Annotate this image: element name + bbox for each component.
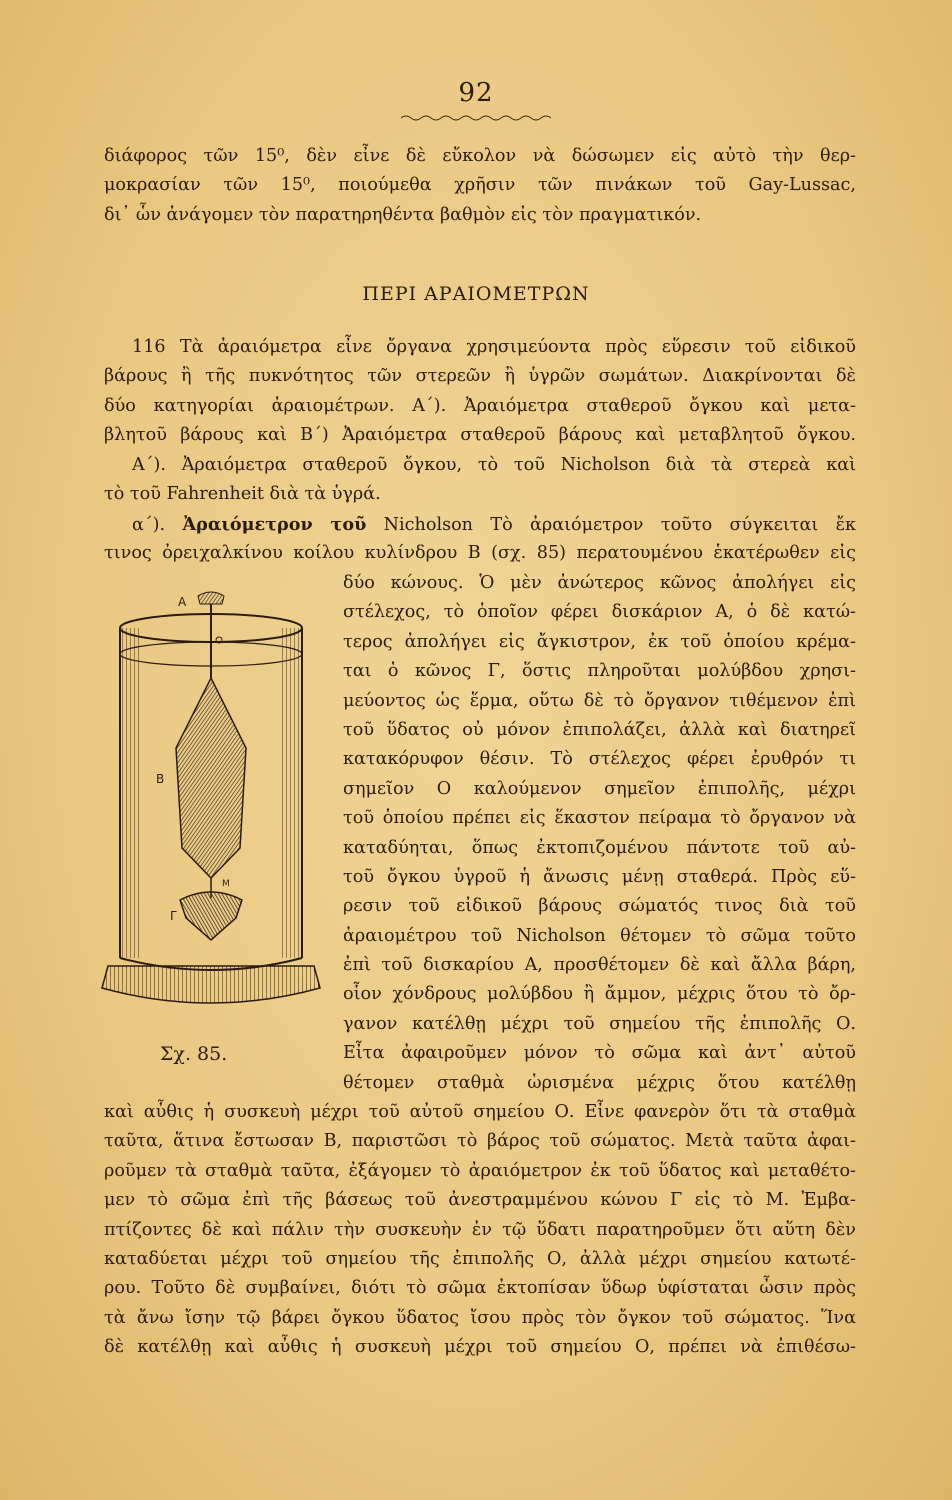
- text-line: 116 Τὰ ἀραιόμετρα εἶνε ὄργανα χρησιμεύοντα πρὸς εὕρεσιν τοῦ εἰδικοῦ: [132, 337, 856, 357]
- text-line: τερος ἀπολήγει εἰς ἄγκιστρον, ἐκ τοῦ ὁποίου κρέμα-: [343, 631, 856, 652]
- text-line: [104, 510, 856, 539]
- text-line: οἷον χόνδρους μολύβδου ἢ ἄμμον, μέχρις ὅτου τὸ ὄρ-: [343, 984, 856, 1005]
- text-line: μεύοντος ὡς ἕρμα, οὕτω δὲ τὸ ὄργανον τιθέμενον ἐπὶ: [343, 690, 856, 711]
- text-line: ἀραιομέτρου τοῦ Nicholson θέτομεν τὸ σῶμα τοῦτο: [343, 925, 856, 946]
- paragraph-alpha: [104, 510, 856, 569]
- text-line: ρου. Τοῦτο δὲ συμβαίνει, διότι τὸ σῶμα ἐκτοπίσαν ὕδωρ ὑφίσταται ὦσιν πρὸς: [104, 1278, 856, 1299]
- text-line: διάφορος τῶν 15⁰, δὲν εἶνε δὲ εὔκολον νὰ δώσωμεν εἰς αὐτὸ τὴν θερ-: [104, 146, 856, 166]
- figure-label-g: Γ: [170, 909, 177, 923]
- hydrometer-apparatus: [176, 592, 246, 940]
- intro-paragraph: [104, 142, 856, 230]
- text-line: μεν τὸ σῶμα ἐπὶ τῆς βάσεως τοῦ ἀνεστραμμένου κώνου Γ εἰς τὸ Μ. Ἐμβα-: [104, 1190, 856, 1211]
- text-line: Εἶτα ἀφαιροῦμεν μόνον τὸ σῶμα καὶ ἀντ᾿ αὐτοῦ: [343, 1043, 856, 1064]
- figure-label-b: Β: [156, 772, 165, 786]
- text-line: ταῦτα, ἅτινα ἔστωσαν Β, παριστῶσι τὸ βάρος τοῦ σώματος. Μετὰ ταῦτα ἀφαι-: [104, 1131, 856, 1152]
- text-line: δύο κατηγορίαι ἀραιομέτρων. Α΄). Ἀραιόμετρα σταθεροῦ ὄγκου καὶ μετα-: [104, 395, 856, 416]
- figure-label-m: Μ: [222, 879, 230, 889]
- paragraph-A: [104, 451, 856, 510]
- text-line: τοῦ ὄγκου ὑγροῦ ἡ ἄνωσις μένῃ σταθερά. Πρὸς εὕ-: [343, 866, 856, 887]
- text-line: Α΄). Ἀραιόμετρα σταθεροῦ ὄγκου, τὸ τοῦ Nicholson διὰ τὰ στερεὰ καὶ: [132, 455, 856, 475]
- text-line: σημεῖον Ο καλούμενον σημεῖον ἐπιπολῆς, μέχρι: [343, 778, 856, 799]
- text-line: ται ὁ κῶνος Γ, ὅστις πληροῦται μολύβδου χρησι-: [343, 661, 856, 682]
- text-line: καταδύεται μέχρι τοῦ σημείου τῆς ἐπιπολῆς Ο, ἀλλὰ μέχρι σημείου κατωτέ-: [104, 1248, 856, 1269]
- alpha-prefix: α΄).: [132, 515, 166, 535]
- text-line: βάρους ἢ τῆς πυκνότητος τῶν στερεῶν ἢ ὑγρῶν σωμάτων. Διακρίνονται δὲ: [104, 366, 856, 387]
- text-line: γανον κατέλθῃ μέχρι τοῦ σημείου τῆς ἐπιπολῆς Ο.: [343, 1013, 856, 1034]
- alpha-bold-title: Ἀραιόμετρον τοῦ: [182, 514, 367, 535]
- text-line: δὲ κατέλθῃ καὶ αὖθις ἡ συσκευὴ μέχρι τοῦ σημείου Ο, πρέπει νὰ ἐπιθέσω-: [104, 1337, 856, 1358]
- wrapped-paragraph: [343, 569, 856, 1098]
- text-line: κατακόρυφον θέσιν. Τὸ στέλεχος φέρει ἐρυθρόν τι: [343, 749, 856, 770]
- page-number: 92: [458, 78, 494, 108]
- header-ornament-rule: [401, 113, 551, 123]
- text-line: τινος ὀρειχαλκίνου κοίλου κυλίνδρου Β (σχ. 85) περατουμένου ἑκατέρωθεν εἰς: [104, 543, 856, 564]
- text-line: ἐπὶ τοῦ δισκαρίου Α, προσθέτομεν δὲ καὶ ἄλλα βάρη,: [343, 955, 856, 976]
- section-heading: ΠΕΡΙ ΑΡΑΙΟΜΕΤΡΩΝ: [362, 283, 590, 305]
- text-line: βλητοῦ βάρους καὶ Β΄) Ἀραιόμετρα σταθεροῦ βάρους καὶ μεταβλητοῦ ὄγκου.: [104, 425, 856, 446]
- text-line: θέτομεν σταθμὰ ὡρισμένα μέχρις ὅτου κατέλθῃ: [343, 1072, 856, 1093]
- text-line: μοκρασίαν τῶν 15⁰, ποιούμεθα χρῆσιν τῶν πινάκων τοῦ Gay-Lussac,: [104, 175, 856, 196]
- text-line: δύο κώνους. Ὁ μὲν ἀνώτερος κῶνος ἀπολήγει εἰς: [343, 573, 856, 593]
- paragraph-116: [104, 333, 856, 451]
- text-line: καταδύηται, ὅπως ἐκτοπιζομένου πάντοτε τοῦ αὐ-: [343, 837, 856, 858]
- text-line: τὸ τοῦ Fahrenheit διὰ τὰ ὑγρά.: [104, 484, 381, 505]
- text-line: δι᾿ ὧν ἀνάγομεν τὸν παρατηρηθέντα βαθμὸν εἰς τὸν πραγματικόν.: [104, 204, 702, 225]
- figure-label-a: Α: [178, 595, 187, 609]
- text-line: πτίζοντες δὲ καὶ πάλιν τὴν συσκευὴν ἐν τῷ ὕδατι παρατηροῦμεν ὅτι αὕτη δὲν: [104, 1219, 856, 1240]
- text-line: στέλεχος, τὸ ὁποῖον φέρει δισκάριον Α, ὁ δὲ κατώ-: [343, 602, 856, 623]
- alpha-line1-rest: Nicholson Τὸ ἀραιόμετρον τοῦτο σύγκειται ἔκ: [383, 515, 856, 535]
- text-line: ροῦμεν τὰ σταθμὰ ταῦτα, ἐξάγομεν τὸ ἀραιόμετρον ἐκ τοῦ ὕδατος καὶ μεταθέτο-: [104, 1160, 856, 1181]
- text-line: καὶ αὖθις ἡ συσκευὴ μέχρι τοῦ αὐτοῦ σημείου Ο. Εἶνε φανερὸν ὅτι τὰ σταθμὰ: [104, 1102, 856, 1122]
- text-line: τοῦ ὕδατος οὐ μόνον ἐπιπολάζει, ἀλλὰ καὶ διατηρεῖ: [343, 719, 856, 740]
- closing-paragraph: [104, 1098, 856, 1363]
- text-line: ρεσιν τοῦ εἰδικοῦ βάρους σώματός τινος διὰ τοῦ: [343, 896, 856, 917]
- text-line: τοῦ ὁποίου πρέπει εἰς ἕκαστον πείραμα τὸ ὄργανον νὰ: [343, 808, 856, 829]
- text-line: τὰ ἄνω ἴσην τῷ βάρει ὄγκου ὕδατος ἴσου πρὸς τὸν ὄγκον τοῦ σώματος. Ἵνα: [104, 1307, 856, 1328]
- figure-caption: Σχ. 85.: [160, 1043, 228, 1065]
- page-header: [0, 78, 952, 127]
- figure-nicholson-hydrometer: [98, 578, 324, 1018]
